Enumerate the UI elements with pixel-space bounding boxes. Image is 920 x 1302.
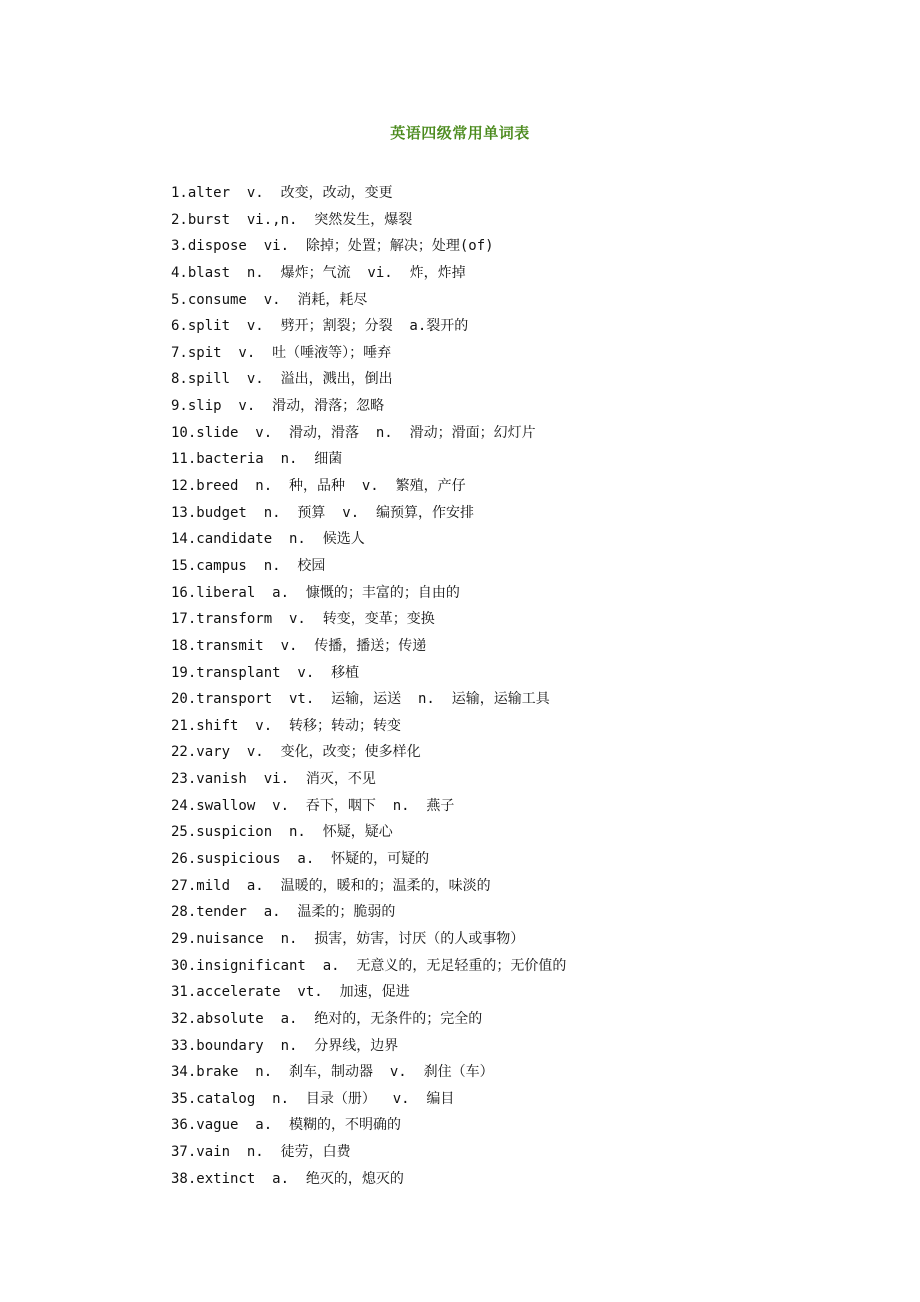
word-entry-text: 34.brake n. 刹车，制动器 v. 刹住（车）	[171, 1064, 494, 1081]
word-entry-text: 3.dispose vi. 除掉；处置；解决；处理(of)	[171, 238, 494, 255]
word-entry-text: 26.suspicious a. 怀疑的，可疑的	[171, 851, 430, 868]
word-entry	[171, 580, 871, 607]
word-entry	[171, 793, 871, 820]
word-entry	[171, 393, 871, 420]
word-entry-text: 17.transform v. 转变，变革；变换	[171, 611, 435, 628]
word-entry-text: 9.slip v. 滑动，滑落；忽略	[171, 398, 385, 415]
word-list	[171, 180, 871, 1192]
word-entry	[171, 287, 871, 314]
word-entry	[171, 953, 871, 980]
word-entry-text: 7.spit v. 吐（唾液等）；唾弃	[171, 344, 392, 361]
word-entry	[171, 1166, 871, 1193]
word-entry-text: 19.transplant v. 移植	[171, 664, 360, 681]
word-entry-text: 5.consume v. 消耗，耗尽	[171, 291, 368, 308]
page-title: 英语四级常用单词表	[390, 124, 530, 142]
word-entry	[171, 366, 871, 393]
word-entry	[171, 873, 871, 900]
word-entry	[171, 1112, 871, 1139]
word-entry-text: 20.transport vt. 运输，运送 n. 运输，运输工具	[171, 691, 550, 708]
word-entry	[171, 1033, 871, 1060]
word-entry-text: 28.tender a. 温柔的；脆弱的	[171, 904, 396, 921]
word-entry-text: 25.suspicion n. 怀疑，疑心	[171, 824, 393, 841]
word-entry	[171, 473, 871, 500]
word-entry-text: 37.vain n. 徒劳，白费	[171, 1144, 351, 1161]
word-entry	[171, 207, 871, 234]
word-entry-text: 12.breed n. 种，品种 v. 繁殖，产仔	[171, 478, 466, 495]
word-entry	[171, 233, 871, 260]
word-entry-text: 13.budget n. 预算 v. 编预算，作安排	[171, 504, 475, 521]
word-entry	[171, 713, 871, 740]
word-entry-text: 23.vanish vi. 消灭，不见	[171, 771, 376, 788]
word-entry	[171, 420, 871, 447]
word-entry	[171, 1006, 871, 1033]
word-entry	[171, 739, 871, 766]
word-entry	[171, 313, 871, 340]
word-entry-text: 18.transmit v. 传播，播送；传递	[171, 637, 427, 654]
word-entry	[171, 446, 871, 473]
word-entry	[171, 979, 871, 1006]
word-entry-text: 15.campus n. 校园	[171, 557, 326, 574]
word-entry	[171, 926, 871, 953]
word-entry-text: 36.vague a. 模糊的，不明确的	[171, 1117, 402, 1134]
word-entry	[171, 180, 871, 207]
word-entry-text: 33.boundary n. 分界线，边界	[171, 1037, 399, 1054]
word-entry-text: 4.blast n. 爆炸；气流 vi. 炸，炸掉	[171, 264, 466, 281]
word-entry-text: 35.catalog n. 目录（册） v. 编目	[171, 1090, 455, 1107]
word-entry	[171, 526, 871, 553]
word-entry	[171, 260, 871, 287]
word-entry-text: 14.candidate n. 候选人	[171, 531, 365, 548]
word-entry	[171, 500, 871, 527]
word-entry-text: 32.absolute a. 绝对的，无条件的；完全的	[171, 1010, 483, 1027]
word-entry-text: 31.accelerate vt. 加速，促进	[171, 984, 410, 1001]
word-entry-text: 38.extinct a. 绝灭的，熄灭的	[171, 1170, 404, 1187]
word-entry-text: 29.nuisance n. 损害，妨害，讨厌（的人或事物）	[171, 930, 525, 947]
word-entry	[171, 1139, 871, 1166]
word-entry	[171, 1059, 871, 1086]
word-entry-text: 8.spill v. 溢出，溅出，倒出	[171, 371, 393, 388]
word-entry	[171, 766, 871, 793]
word-entry	[171, 846, 871, 873]
word-entry-text: 22.vary v. 变化，改变；使多样化	[171, 744, 421, 761]
word-entry-text: 24.swallow v. 吞下，咽下 n. 燕子	[171, 797, 455, 814]
word-entry	[171, 340, 871, 367]
word-entry-text: 6.split v. 劈开；割裂；分裂 a.裂开的	[171, 318, 469, 335]
word-entry-text: 27.mild a. 温暖的，暖和的；温柔的，味淡的	[171, 877, 491, 894]
word-entry-text: 2.burst vi.,n. 突然发生，爆裂	[171, 211, 413, 228]
word-entry	[171, 553, 871, 580]
word-entry	[171, 1086, 871, 1113]
word-entry	[171, 899, 871, 926]
word-entry	[171, 686, 871, 713]
word-entry-text: 10.slide v. 滑动，滑落 n. 滑动；滑面；幻灯片	[171, 424, 536, 441]
word-entry	[171, 606, 871, 633]
word-entry-text: 16.liberal a. 慷慨的；丰富的；自由的	[171, 584, 460, 601]
word-entry-text: 11.bacteria n. 细菌	[171, 451, 343, 468]
word-entry-text: 1.alter v. 改变，改动，变更	[171, 185, 393, 201]
word-entry	[171, 660, 871, 687]
word-entry-text: 21.shift v. 转移；转动；转变	[171, 717, 402, 734]
word-entry	[171, 633, 871, 660]
word-entry-text: 30.insignificant a. 无意义的，无足轻重的；无价值的	[171, 957, 567, 974]
word-entry	[171, 819, 871, 846]
